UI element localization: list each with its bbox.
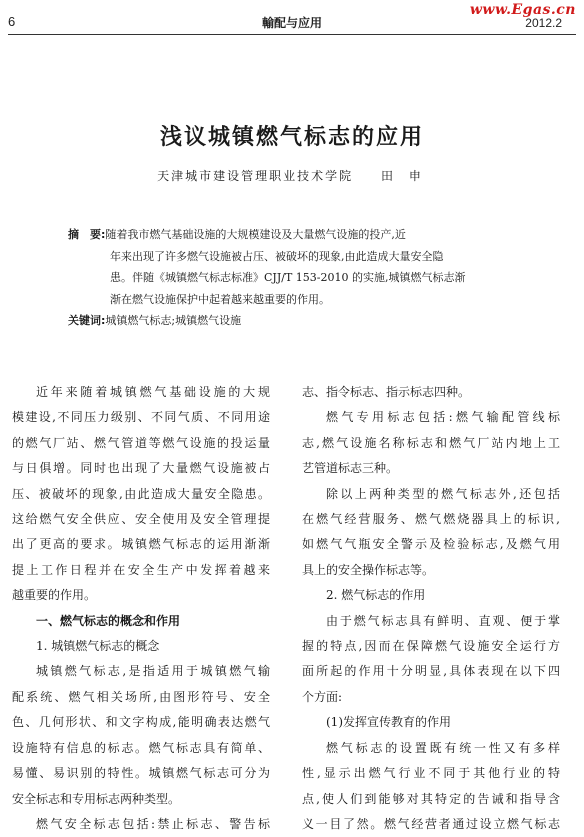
page-number: 6 — [8, 14, 16, 29]
abstract-label: 摘 要: — [68, 228, 106, 241]
body-text-line: 如燃气气瓶安全警示及检验标志,及燃气用 — [302, 537, 560, 552]
site-watermark: www.Egas.cn — [469, 2, 576, 18]
byline — [0, 167, 584, 184]
body-text-line: 与日俱增。同时也出现了大量燃气设施被占 — [12, 461, 270, 476]
body-text-line: (1)发挥宣传教育的作用 — [326, 715, 451, 730]
body-text-line: 色、几何形状、和文字构成,能明确表达燃气 — [12, 715, 270, 730]
abstract-line: 年来出现了许多燃气设施被占压、被破坏的现象,由此造成大量安全隐 — [110, 249, 444, 263]
body-text-line: 的燃气厂站、燃气管道等燃气设施的投运量 — [12, 435, 270, 450]
body-text-line: 除以上两种类型的燃气标志外,还包括 — [326, 486, 560, 501]
body-text-line: 城镇燃气标志,是指适用于城镇燃气输 — [36, 664, 270, 679]
body-column-right — [302, 380, 560, 837]
body-text-line: 越重要的作用。 — [12, 588, 97, 603]
body-text-line: 艺管道标志三种。 — [302, 461, 399, 476]
abstract-text: 随着我市燃气基础设施的大规模建设及大量燃气设施的投产,近 — [105, 228, 406, 241]
body-text-line: 握的特点,因而在保障燃气设施安全运行方 — [302, 639, 560, 654]
issue-date: 2012.2 — [525, 16, 562, 30]
body-column-left — [12, 380, 270, 837]
body-text-line: 配系统、燃气相关场所,由图形符号、安全 — [12, 689, 270, 704]
body-text-line: 志、指令标志、指示标志四种。 — [302, 385, 471, 399]
body-text-line: 个方面: — [302, 689, 343, 704]
article-title: 浅议城镇燃气标志的应用 — [159, 124, 424, 150]
journal-section-title: 輸配与应用 — [261, 16, 322, 30]
body-text-line: 设施特有信息的标志。燃气标志具有简单、 — [12, 740, 270, 755]
body-text-line: 性,显示出燃气行业不同于其他行业的特 — [302, 766, 560, 781]
body-text-line: 点,使人们到能够对其特定的告诫和指导含 — [302, 791, 560, 806]
abstract-block — [68, 224, 520, 332]
abstract-line — [68, 224, 520, 246]
body-text-line: 燃气专用标志包括:燃气输配管线标 — [326, 410, 560, 425]
body-text-line: 易懂、易识别的特性。城镇燃气标志可分为 — [12, 766, 270, 781]
affiliation: 天津城市建设管理职业技术学院 — [157, 169, 354, 183]
abstract-line: 渐在燃气设施保护中起着越来越重要的作用。 — [110, 292, 330, 306]
body-text-line: 1. 城镇燃气标志的概念 — [36, 639, 160, 654]
body-text-line: 义一目了然。燃气经营者通过设立燃气标志 — [302, 816, 560, 831]
body-text-line: 燃气安全标志包括:禁止标志、警告标 — [36, 816, 270, 831]
body-text-line: 出了更高的要求。城镇燃气标志的运用渐渐 — [12, 537, 270, 552]
body-text-line: 具上的安全操作标志等。 — [302, 562, 435, 577]
keywords-label: 关键词: — [68, 314, 106, 327]
body-text-line: 模建设,不同压力级别、不同气质、不同用途 — [12, 410, 270, 425]
body-text-line: 2. 燃气标志的作用 — [326, 588, 426, 603]
body-text-line: 燃气标志的设置既有统一性又有多样 — [326, 740, 560, 755]
section-heading: 一、燃气标志的概念和作用 — [36, 613, 181, 628]
author-name: 田 申 — [381, 169, 427, 183]
body-text-line: 这给燃气安全供应、安全使用及安全管理提 — [12, 512, 270, 527]
keywords-line — [68, 310, 520, 332]
body-text-line: 压、被破坏的现象,由此造成大量安全隐患。 — [12, 486, 270, 501]
abstract-line: 患。伴随《城镇燃气标志标准》CJJ/T 153-2010 的实施,城镇燃气标志渐 — [110, 271, 466, 284]
body-text-line: 面所起的作用十分明显,具体表现在以下四 — [302, 664, 560, 679]
body-text-line: 在燃气经营服务、燃气燃烧器具上的标识, — [302, 512, 560, 527]
keywords-text: 城镇燃气标志;城镇燃气设施 — [105, 314, 242, 327]
header-rule — [8, 34, 576, 35]
body-text-line: 安全标志和专用标志两种类型。 — [12, 791, 181, 806]
body-text-line: 提上工作日程并在安全生产中发挥着越来 — [12, 562, 270, 577]
body-text-line: 由于燃气标志具有鲜明、直观、便于掌 — [326, 613, 560, 628]
body-text-line: 志,燃气设施名称标志和燃气厂站内地上工 — [302, 435, 560, 450]
body-text-line: 近年来随着城镇燃气基础设施的大规 — [36, 385, 270, 399]
